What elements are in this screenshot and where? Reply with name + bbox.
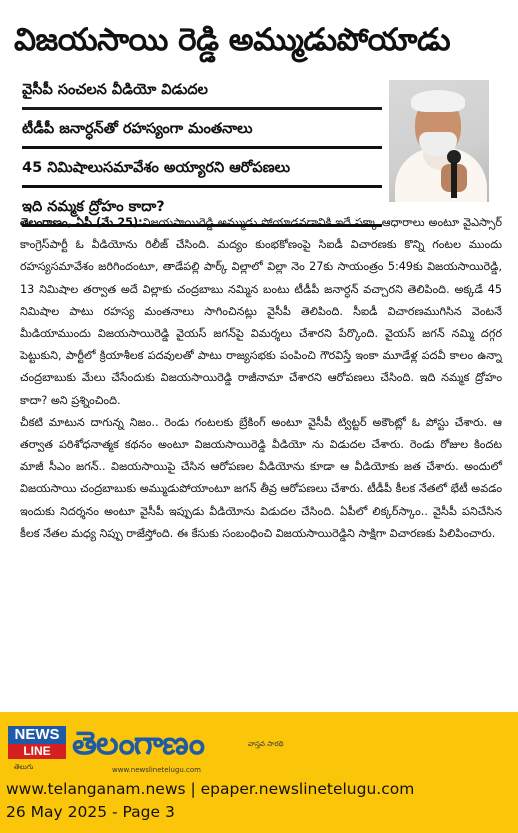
article-paragraph: చీకటి మాటున దాగున్న నిజం.. రెండు గంటలకు బ్రేకింగ్ అంటూ వైసీపీ ట్విట్టర్ అకౌంట్లో ఓ పోస్టు చేశారు. ఆ తర్వాత పరిశోధనాత్మక కథనం అంటూ విజయసాయిరెడ్డి వీడియో ను విడుదల చేశారు. రెండు రోజుల కిందట మాజీ సీఎం జగన్.. విజయసాయిపై చేసిన ఆరోపణల వీడియోను కూడా ఆ వీడియోకు జత చేశారు. అందులో విజయసాయి చంద్రబాబుకు అమ్ముడుపోయాంటూ జగన్ తీవ్ర ఆరోపణలు చేశారు. టీడీపీ కీలక నేతలో భేటీ అవడం ఇందుకు నిదర్శనం అంటూ వైసీపీ ఇప్పుడు వీడియోను విడుదల చేసింది. ఏపీలో లిక్కర్‌స్కాం.. వైసీపీ పనిచేసిన కీలక నేతల మధ్య నిప్పు రాజేస్తోంది. ఈ కేసుకు సంబంధించి విజయసాయిరెడ్డిని సాక్షిగా విచారణకు పిలిపించారు. bbox=[20, 415, 502, 540]
logo-tagline: వాస్తవ సారథి bbox=[248, 740, 284, 748]
subheading: టీడీపీ జనార్ధన్‌తో రహస్యంగా మంతనాలు bbox=[22, 117, 382, 149]
logo-site: www.newslinetelugu.com bbox=[112, 766, 201, 774]
portrait-photo bbox=[389, 80, 489, 202]
paragraph-text: విజయసాయిరెడ్డి అమ్ముడు పోయాడనడానికి ఇదే పక్కా ఆధారాలు అంటూ వైఎస్సార్ కాంగ్రెస్‌పార్టీ ఓ వీడియోను రిలీజ్ చేసింది. మద్యం కుంభకోణంపై సిఐడీ విచారణకు కొన్ని గంటల ముందు రహస్యసమావేశం జరిగిందంటూ, తాడేపల్లి పార్క్ విల్లాలో విల్లా నెం 27కు సాయంత్రం 5:49కు విజయసాయిరెడ్డి, 13 నిమిషాల తర్వాత అదే విల్లాకు చంద్రబాబు నమ్మిన బంటు టీడీపీ జనార్ధన్ వచ్చారని తెలిపింది. అక్కడే 45 నిమిషాల పాటు రహస్య మంతనాలు సాగించినట్లు వైసీపీ తెలిపింది. సీఐడీ విచారణముగిసిన వెంటనే మీడియాముందు విజయసాయిరెడ్డి వైయస్ జగన్‌పై విమర్శలు చేశారని పేర్కొంది. వైయస్ జగన్ నమ్మి దగ్గర పెట్టుకుని, పార్టీలో క్రియాశీలక పదవులతో పాటు రాజ్యసభకు పంపించి గౌరవిస్తే ఇంకా మూడేళ్ల పదవీ కాలం ఉన్నా చంద్రబాబుకు మేలు చేసేందుకు విజయసాయిరెడ్డి రాజీనామా చేశారని ఆరోపణలు చేసింది. ఇది నమ్మక ద్రోహం కాదా? అని ప్రశ్నించింది. bbox=[20, 216, 502, 407]
logo-line-text: LINE bbox=[8, 744, 66, 759]
headline: విజయసాయి రెడ్డి అమ్ముడుపోయాడు bbox=[14, 22, 451, 58]
subheading: వైసీపీ సంచలన వీడియో విడుదల bbox=[22, 78, 382, 110]
subheading: ఇది నమ్మక ద్రోహం కాదా? bbox=[22, 195, 382, 227]
logo-sub-text: తెలుగు bbox=[14, 763, 34, 771]
subheading: 45 నిమిషాలుసమావేశం అయ్యారని ఆరోపణలు bbox=[22, 156, 382, 188]
article-body bbox=[20, 212, 502, 545]
article-paragraph bbox=[20, 212, 502, 412]
telanganam-logo bbox=[72, 724, 204, 770]
footer-urls: www.telanganam.news | epaper.newslinetelugu.com bbox=[6, 780, 415, 798]
subheading-list bbox=[22, 78, 382, 234]
page-info: 26 May 2025 - Page 3 bbox=[6, 803, 175, 821]
dateline: తెలంగాణం, ఏపీ (మే 25): bbox=[20, 216, 143, 229]
logo-news-text: NEWS bbox=[8, 726, 66, 744]
footer-banner bbox=[0, 712, 518, 833]
newsline-logo bbox=[8, 726, 66, 771]
logo-brand-text: తెలంగాణం bbox=[72, 724, 204, 762]
